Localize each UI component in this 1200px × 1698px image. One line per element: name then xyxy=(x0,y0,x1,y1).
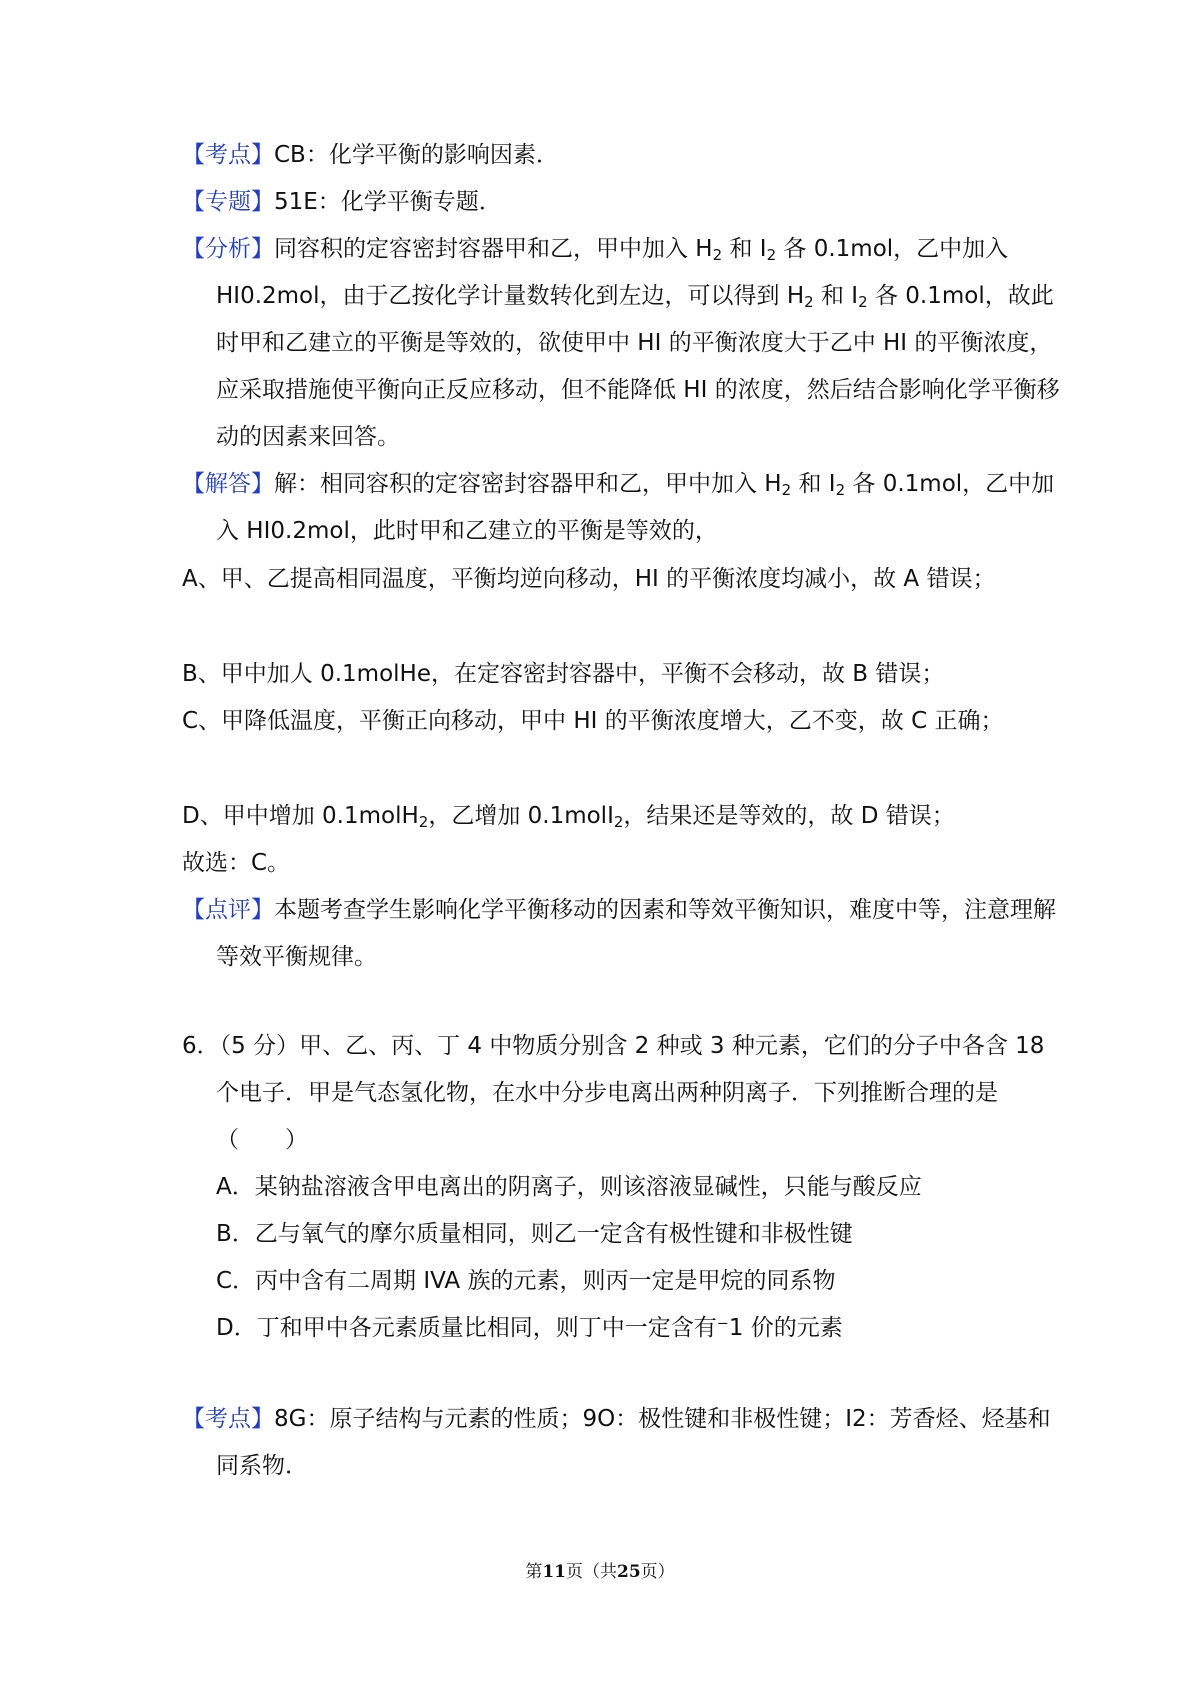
jieda-tag: 【解答】 xyxy=(182,471,274,497)
option-d-analysis xyxy=(182,793,1064,840)
zhuanti-text: 51E：化学平衡专题． xyxy=(274,189,502,215)
opt-d-text-2: ，乙增加 0.1molI xyxy=(428,803,614,829)
question-6-option-b: B．乙与氧气的摩尔质量相同，则乙一定含有极性键和非极性键 xyxy=(216,1221,853,1247)
option-b-analysis: B、甲中加人 0.1molHe，在定容密封容器中，平衡不会移动，故 B 错误； xyxy=(182,661,945,687)
fenxi-text-3: 各 0.1mol，乙中加入 HI0.2mol，由于乙按化学计量数转化到左边，可以得到 H xyxy=(216,236,1009,309)
opt-d-text-1: D、甲中增加 0.1molH xyxy=(182,803,419,829)
kaodian2-text: 8G：原子结构与元素的性质；9O：极性键和非极性键；I2：芳香烃、烃基和同系物． xyxy=(216,1406,1051,1479)
jieda-sub-1: 2 xyxy=(781,481,792,499)
option-a-analysis: A、甲、乙提高相同温度，平衡均逆向移动，HI 的平衡浓度均减小，故 A 错误； xyxy=(182,566,996,592)
jieda-sub-2: 2 xyxy=(835,481,846,499)
fenxi-sub-1: 2 xyxy=(712,246,723,264)
jieda-text-2: 和 I xyxy=(791,471,836,497)
jieda-paragraph xyxy=(182,461,1064,555)
dianping-paragraph xyxy=(182,887,1064,981)
fenxi-paragraph xyxy=(182,226,1064,461)
jieda-text-3: 各 0.1mol，乙中加入 HI0.2mol，此时甲和乙建立的平衡是等效的， xyxy=(216,471,1055,544)
kaodian-line xyxy=(182,132,1030,179)
kaodian-tag: 【考点】 xyxy=(182,142,274,168)
question-6-stem: 6．（5 分）甲、乙、丙、丁 4 中物质分别含 2 种或 3 种元素，它们的分子中各含 18 个电子．甲是气态氢化物，在水中分步电离出两种阴离子．下列推断合理的是（ ） xyxy=(182,1033,1045,1153)
answer-choice: 故选：C。 xyxy=(182,850,291,876)
footer-prefix: 第 xyxy=(525,1562,543,1582)
footer-mid: 页（共 xyxy=(566,1562,617,1582)
dianping-text: 本题考查学生影响化学平衡移动的因素和等效平衡知识，难度中等，注意理解等效平衡规律。 xyxy=(216,897,1056,970)
fenxi-text-5: 各 0.1mol，故此时甲和乙建立的平衡是等效的，欲使甲中 HI 的平衡浓度大于乙中 HI 的平衡浓度，应采取措施使平衡向正反应移动，但不能降低 HI 的浓度，然后结合影响化学平衡移动的因素来回答。 xyxy=(216,283,1060,450)
question-6-option-d: D．丁和甲中各元素质量比相同，则丁中一定含有⁻1 价的元素 xyxy=(216,1315,843,1341)
zhuanti-line xyxy=(182,179,1030,226)
footer-total-pages: 25 xyxy=(617,1562,641,1582)
fenxi-tag: 【分析】 xyxy=(182,236,274,262)
kaodian-text: CB：化学平衡的影响因素． xyxy=(274,142,559,168)
fenxi-text-4: 和 I xyxy=(813,283,859,309)
fenxi-sub-2: 2 xyxy=(766,246,777,264)
dianping-tag: 【点评】 xyxy=(182,897,274,923)
fenxi-text-1: 同容积的定容密封容器甲和乙，甲中加入 H xyxy=(274,236,713,262)
footer-suffix: 页） xyxy=(640,1562,675,1582)
fenxi-text-2: 和 I xyxy=(722,236,767,262)
page-footer xyxy=(0,1560,1200,1584)
footer-page-number: 11 xyxy=(542,1562,566,1582)
opt-d-sub-2: 2 xyxy=(613,813,624,831)
zhuanti-tag: 【专题】 xyxy=(182,189,274,215)
kaodian2-paragraph xyxy=(182,1396,1064,1490)
opt-d-text-3: ，结果还是等效的，故 D 错误； xyxy=(623,803,955,829)
option-c-analysis: C、甲降低温度，平衡正向移动，甲中 HI 的平衡浓度增大，乙不变，故 C 正确； xyxy=(182,708,1004,734)
question-6-option-c: C．丙中含有二周期 IVA 族的元素，则丙一定是甲烷的同系物 xyxy=(216,1268,836,1294)
fenxi-sub-4: 2 xyxy=(858,293,868,311)
opt-d-sub-1: 2 xyxy=(418,813,429,831)
fenxi-sub-3: 2 xyxy=(804,293,814,311)
kaodian2-tag: 【考点】 xyxy=(182,1406,274,1432)
jieda-text-1: 解：相同容积的定容密封容器甲和乙，甲中加入 H xyxy=(274,471,782,497)
question-6-option-a: A．某钠盐溶液含甲电离出的阴离子，则该溶液显碱性，只能与酸反应 xyxy=(216,1174,922,1200)
